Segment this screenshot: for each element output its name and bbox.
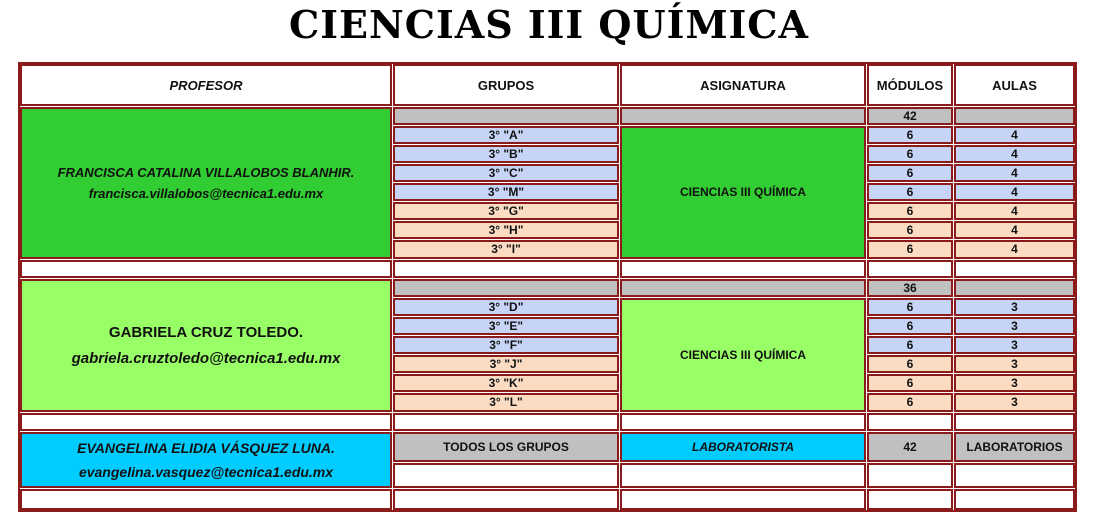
table-row-grupo: 3° "A" (393, 126, 619, 144)
table-row-modulos: 6 (867, 183, 953, 201)
blank-cell (867, 463, 953, 488)
table-row-modulos: 6 (867, 126, 953, 144)
teacher1-total-spacer (954, 107, 1075, 125)
table-row-grupo: 3° "K" (393, 374, 619, 392)
teacher3-modulos: 42 (867, 432, 953, 462)
teacher2-total-spacer (954, 279, 1075, 297)
teacher2-email: gabriela.cruztoledo@tecnica1.edu.mx (71, 349, 341, 367)
table-row-grupo: 3° "C" (393, 164, 619, 182)
header-grupos: GRUPOS (393, 64, 619, 106)
table-row-aulas: 4 (954, 221, 1075, 239)
table-row-aulas: 3 (954, 298, 1075, 316)
teacher3-cell (20, 432, 392, 488)
teacher2-total-modulos: 36 (867, 279, 953, 297)
table-row-grupo: 3° "B" (393, 145, 619, 163)
teacher3-email: evangelina.vasquez@tecnica1.edu.mx (78, 464, 334, 480)
table-row-aulas: 3 (954, 355, 1075, 373)
table-row-grupo: 3° "J" (393, 355, 619, 373)
table-row-aulas: 4 (954, 202, 1075, 220)
table-row-grupo: 3° "L" (393, 393, 619, 412)
table-row-aulas: 4 (954, 183, 1075, 201)
table-row-aulas: 4 (954, 126, 1075, 144)
teacher1-total-spacer (393, 107, 619, 125)
table-row-grupo: 3° "H" (393, 221, 619, 239)
table-row-modulos: 6 (867, 355, 953, 373)
table-row-modulos: 6 (867, 240, 953, 259)
blank-cell (620, 463, 866, 488)
teacher2-subject: CIENCIAS III QUÍMICA (620, 298, 866, 412)
separator-cell (20, 260, 392, 278)
teacher2-name: GABRIELA CRUZ TOLEDO. (108, 323, 304, 341)
separator-cell (20, 413, 392, 431)
table-row-modulos: 6 (867, 393, 953, 412)
table-row-grupo: 3° "M" (393, 183, 619, 201)
header-aulas: AULAS (954, 64, 1075, 106)
header-profesor: PROFESOR (20, 64, 392, 106)
header-modulos: MÓDULOS (867, 64, 953, 106)
separator-cell (620, 413, 866, 431)
table-row-aulas: 3 (954, 317, 1075, 335)
table-row-aulas: 3 (954, 336, 1075, 354)
separator-cell (393, 489, 619, 510)
teacher1-total-modulos: 42 (867, 107, 953, 125)
blank-cell (393, 463, 619, 488)
table-row-grupo: 3° "I" (393, 240, 619, 259)
table-row-grupo: 3° "G" (393, 202, 619, 220)
separator-cell (867, 489, 953, 510)
table-row-modulos: 6 (867, 145, 953, 163)
table-row-modulos: 6 (867, 336, 953, 354)
table-row-modulos: 6 (867, 221, 953, 239)
teacher3-name: EVANGELINA ELIDIA VÁSQUEZ LUNA. (77, 440, 335, 456)
table-row-aulas: 3 (954, 374, 1075, 392)
separator-cell (954, 489, 1075, 510)
teacher1-subject: CIENCIAS III QUÍMICA (620, 126, 866, 259)
table-row-modulos: 6 (867, 202, 953, 220)
table-row-modulos: 6 (867, 164, 953, 182)
teacher3-aulas: LABORATORIOS (954, 432, 1075, 462)
header-asignatura: ASIGNATURA (620, 64, 866, 106)
table-row-aulas: 4 (954, 240, 1075, 259)
table-row-aulas: 4 (954, 164, 1075, 182)
separator-cell (954, 260, 1075, 278)
separator-cell (393, 260, 619, 278)
table-row-grupo: 3° "F" (393, 336, 619, 354)
teacher2-cell (20, 279, 392, 412)
separator-cell (620, 489, 866, 510)
separator-cell (867, 260, 953, 278)
table-row-aulas: 3 (954, 393, 1075, 412)
separator-cell (867, 413, 953, 431)
table-row-modulos: 6 (867, 374, 953, 392)
table-row-grupo: 3° "E" (393, 317, 619, 335)
teacher1-total-spacer (620, 107, 866, 125)
teacher1-cell (20, 107, 392, 259)
page-title: CIENCIAS III QUÍMICA (288, 2, 810, 47)
separator-cell (620, 260, 866, 278)
table-row-modulos: 6 (867, 317, 953, 335)
separator-cell (393, 413, 619, 431)
teacher1-email: francisca.villalobos@tecnica1.edu.mx (88, 186, 324, 201)
table-row-aulas: 4 (954, 145, 1075, 163)
teacher2-total-spacer (393, 279, 619, 297)
separator-cell (954, 413, 1075, 431)
blank-cell (954, 463, 1075, 488)
table-row-modulos: 6 (867, 298, 953, 316)
teacher1-name: FRANCISCA CATALINA VILLALOBOS BLANHIR. (57, 165, 355, 180)
teacher3-grupos: TODOS LOS GRUPOS (393, 432, 619, 462)
table-row-grupo: 3° "D" (393, 298, 619, 316)
separator-cell (20, 489, 392, 510)
teacher2-total-spacer (620, 279, 866, 297)
teacher3-subject: LABORATORISTA (620, 432, 866, 462)
